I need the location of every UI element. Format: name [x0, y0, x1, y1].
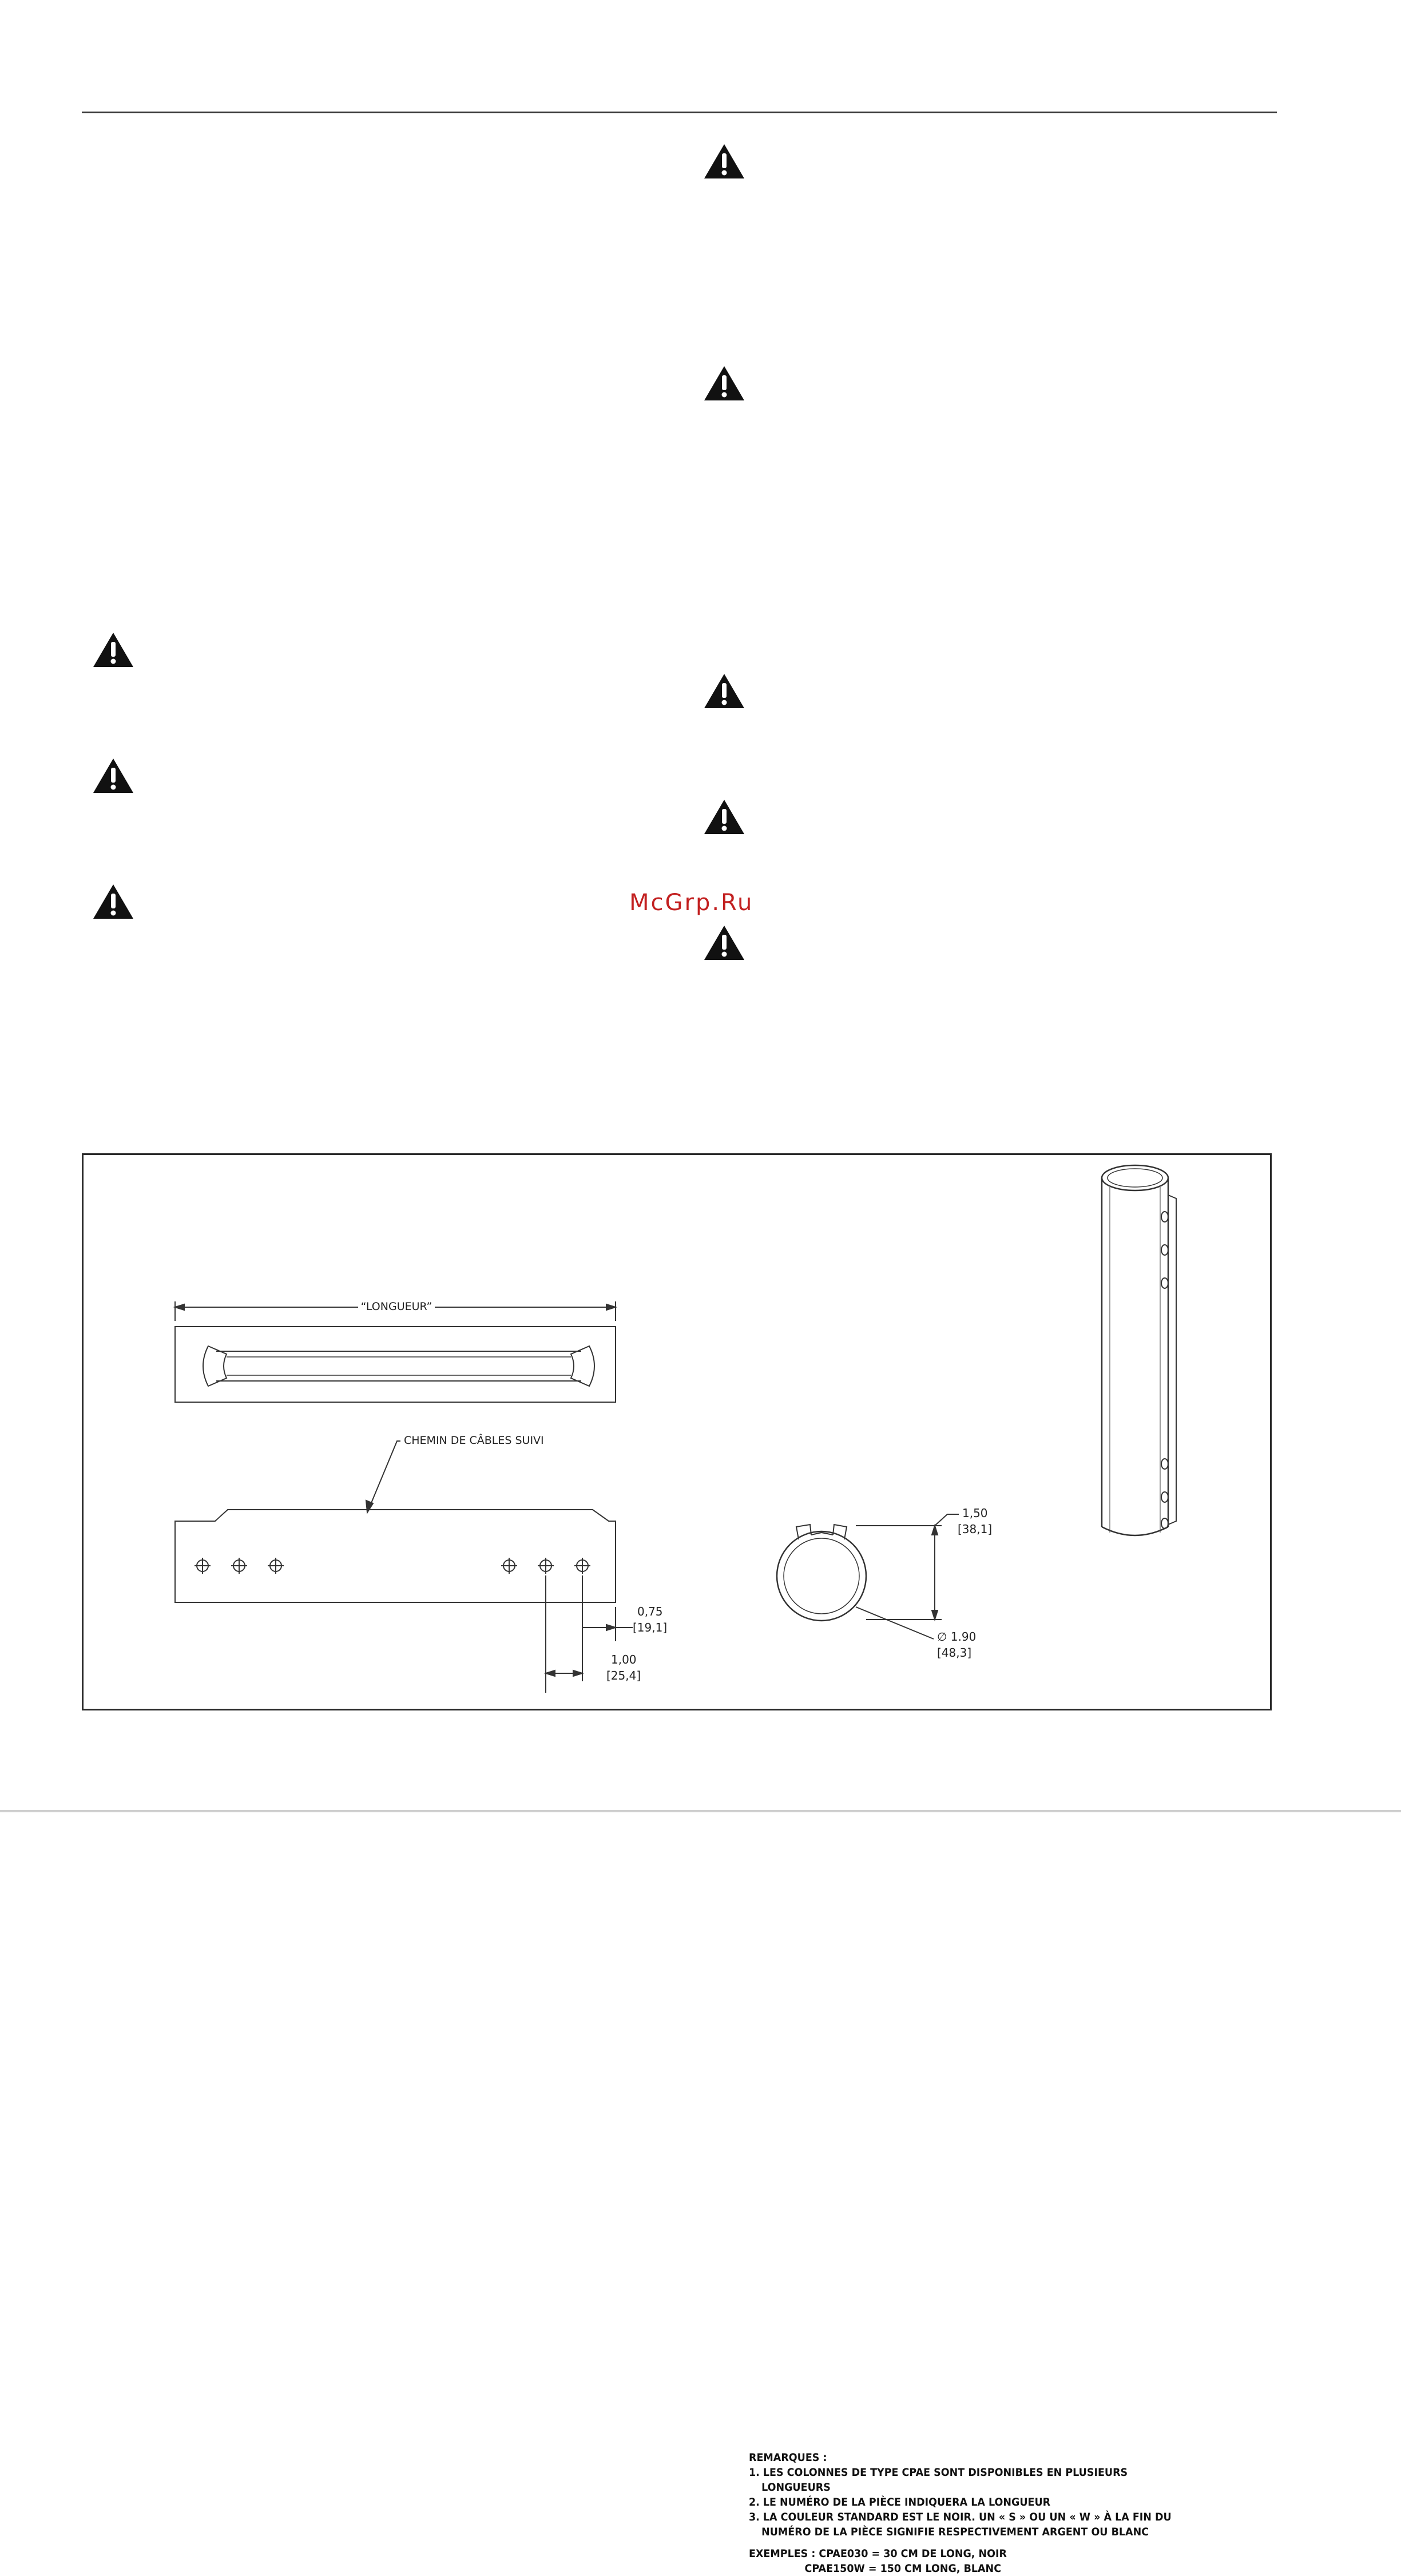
warning-triangle-icon: [703, 924, 745, 961]
notes-heading: REMARQUES :: [749, 2451, 827, 2464]
iso-column-channel: [1168, 1195, 1176, 1525]
column-side-view: [175, 1510, 616, 1602]
dimension-height-mm: [38,1]: [958, 1522, 993, 1536]
length-label: “LONGUEUR”: [360, 1300, 432, 1313]
warning-triangle-icon: [703, 365, 745, 402]
notes-item: 1. LES COLONNES DE TYPE CPAE SONT DISPONIBLES EN PLUSIEURS: [749, 2466, 1128, 2479]
notes-block: [749, 2450, 1172, 2576]
dimension-height-in: 1,50: [962, 1506, 988, 1520]
column-top-view: [175, 1327, 616, 1402]
warning-triangle-icon: [92, 757, 134, 794]
warning-triangle-icon: [92, 883, 134, 920]
cable-path-label: CHEMIN DE CÂBLES SUIVI: [404, 1434, 544, 1447]
column-cross-section: [777, 1531, 866, 1621]
channel-end-left: [203, 1346, 227, 1386]
warning-triangle-icon: [703, 143, 745, 180]
notes-item: 2. LE NUMÉRO DE LA PIÈCE INDIQUERA LA LONGUEUR: [749, 2496, 1051, 2508]
mounting-holes: [195, 1558, 590, 1574]
header-rule: [82, 112, 1277, 113]
notes-item: NUMÉRO DE LA PIÈCE SIGNIFIE RESPECTIVEMENT ARGENT OU BLANC: [761, 2526, 1149, 2538]
arrowhead: [606, 1304, 616, 1310]
warning-triangle-icon: [92, 632, 134, 668]
warning-triangle-icon: [703, 799, 745, 835]
iso-column-bottom: [1102, 1527, 1168, 1535]
arrowhead: [175, 1304, 184, 1310]
notes-example: CPAE150W = 150 CM LONG, BLANC: [804, 2562, 1002, 2575]
cable-path-leader: [367, 1441, 400, 1513]
notes-item: LONGUEURS: [761, 2481, 831, 2494]
dimension-diameter-in: ∅ 1.90: [937, 1630, 977, 1644]
dimension-spacing-in: 1,00: [611, 1653, 637, 1666]
dimension-spacing-mm: [25,4]: [606, 1669, 641, 1682]
channel-end-right: [571, 1346, 594, 1386]
dimension-offset-in: 0,75: [637, 1605, 663, 1618]
footer-rule: [0, 1810, 1401, 1812]
technical-drawing: [82, 1153, 1272, 2575]
iso-column-slots: [1161, 1212, 1168, 1529]
watermark: McGrp.Ru: [629, 890, 754, 916]
notes-item: 3. LA COULEUR STANDARD EST LE NOIR. UN « S » OU UN « W » À LA FIN DU: [749, 2511, 1172, 2523]
drawing-lines: [84, 1155, 1270, 1709]
dimension-offset-mm: [19,1]: [633, 1621, 668, 1634]
notes-example: EXEMPLES : CPAE030 = 30 CM DE LONG, NOIR: [749, 2547, 1007, 2560]
channel-outer: [216, 1351, 581, 1381]
dimension-diameter-mm: [48,3]: [937, 1646, 972, 1660]
channel-inner: [227, 1357, 571, 1375]
warning-triangle-icon: [703, 673, 745, 709]
